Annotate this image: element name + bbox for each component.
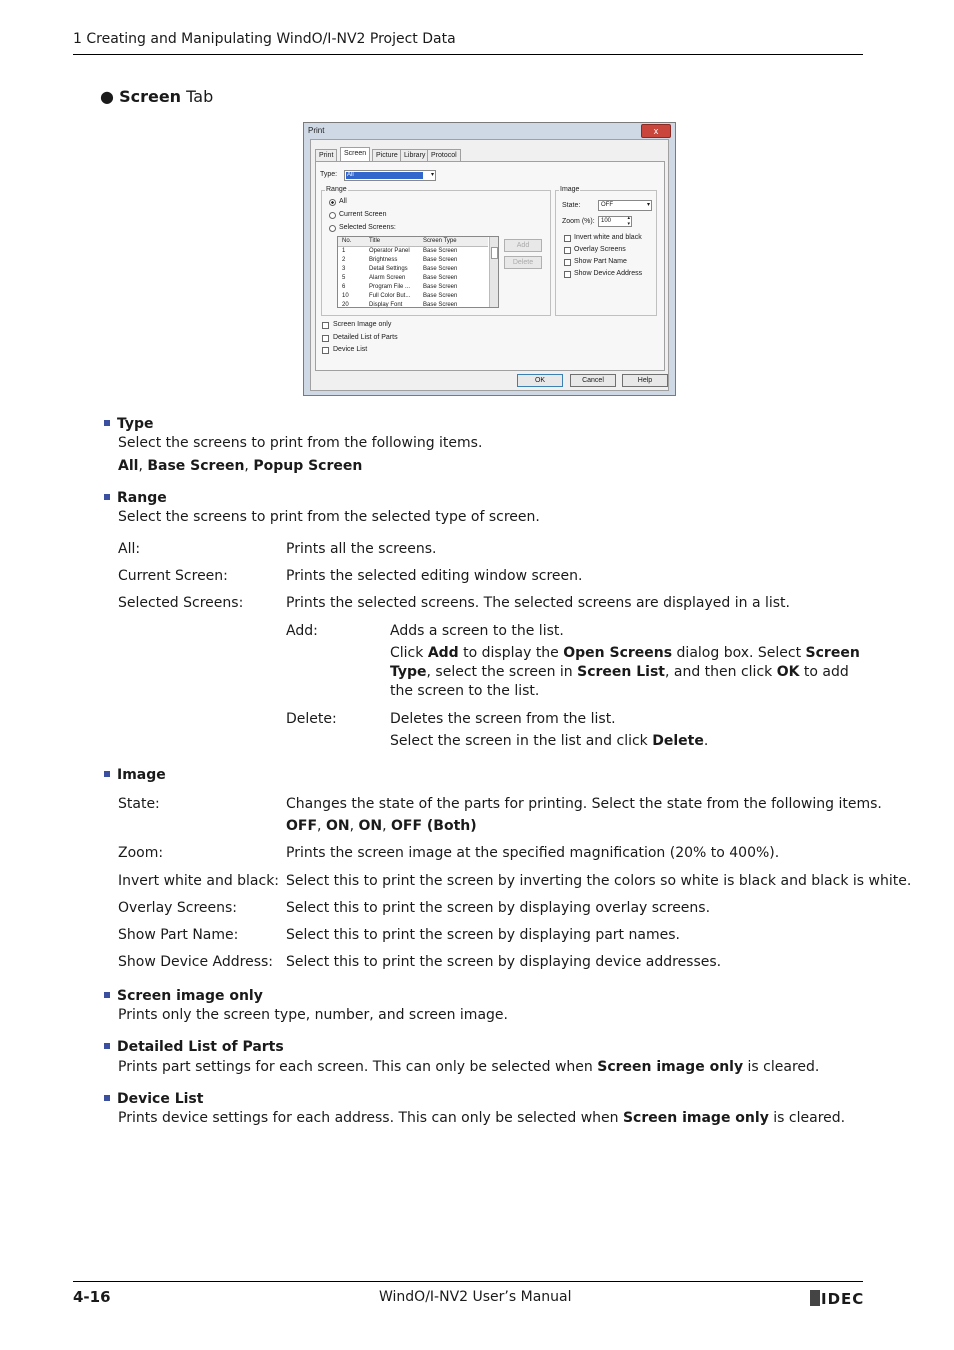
spinner-arrows-icon: ▴ ▾ [627,215,630,227]
list-item[interactable] [338,301,488,308]
tab-picture[interactable]: Picture [372,149,402,162]
list-item[interactable] [338,283,488,292]
idec-logo [810,1290,864,1308]
bold-term: All [118,458,139,474]
text-run: is cleared. [768,1110,846,1126]
delete-desc1: Deletes the screen from the list. [390,711,616,727]
range-current-label: Current Screen: [118,568,228,584]
state-label: State: [562,202,581,209]
range-current-desc: Prints the selected editing window screen. [286,568,583,584]
type-select[interactable] [344,170,436,181]
range-body: Select the screens to print from the selected type of screen. [118,509,540,525]
image-title [104,766,166,785]
dialog-body [310,139,669,391]
list-item[interactable] [338,274,488,283]
bold-term: ON [325,818,350,834]
type-title [104,415,154,434]
text-run: to add the screen to the list. [390,664,849,699]
print-dialog [303,122,676,396]
row-no: 20 [342,302,349,308]
type-title-text: Type [117,416,154,432]
row-screen-type: Base Screen [423,293,458,299]
bold-term: OFF (Both) [391,818,477,834]
text-run: Prints device settings for each address. This can only be selected when [118,1110,623,1126]
bold-term: Base Screen [147,458,245,474]
imgonly-body: Prints only the screen type, number, and screen image. [118,1007,508,1023]
text-run: , [138,458,148,474]
bold-term: Open Screens [563,645,673,661]
square-bullet-icon [104,1095,110,1101]
row-no: 3 [342,266,346,272]
overlay-desc: Select this to print the screen by displaying overlay screens. [286,900,711,916]
state-select[interactable] [598,200,652,211]
list-item[interactable] [338,256,488,265]
text-run: is cleared. [743,1059,820,1075]
help-button[interactable]: Help [622,374,668,387]
add-desc2 [390,644,862,701]
scroll-thumb[interactable] [491,247,498,259]
imgonly-label: Screen Image only [333,321,392,328]
zoom-value: 100 [601,218,612,224]
text-run: dialog box. Select [672,645,806,661]
detailed-body [118,1058,819,1077]
devlist-body [118,1109,845,1128]
invert-label-doc: Invert white and black: [118,873,280,889]
overlay-label: Overlay Screens [574,246,626,253]
text-run: , and then click [664,664,777,680]
list-item[interactable] [338,292,488,301]
radio-all-label: All [339,198,347,205]
add-label: Add: [286,623,318,639]
state-items [286,817,477,836]
close-icon[interactable]: x [641,124,671,138]
bold-term: Screen image only [597,1059,744,1075]
devlist-label: Device List [333,346,368,353]
state-desc: Changes the state of the parts for printing. Select the state from the following items. [286,796,882,812]
partname-label-doc: Show Part Name: [118,927,239,943]
tab-library[interactable]: Library [400,149,429,162]
header-rule [73,54,863,55]
row-no: 1 [342,248,346,254]
detailed-title-text: Detailed List of Parts [117,1039,284,1055]
bold-term: Screen Type [390,645,860,680]
zoom-label-doc: Zoom: [118,845,164,861]
zoom-label: Zoom (%): [562,218,595,225]
text-run: , select the screen in [426,664,578,680]
range-all-desc: Prints all the screens. [286,541,437,557]
footer-rule [73,1281,863,1282]
logo-mark-icon [810,1290,820,1306]
screen-tab-panel [315,161,665,371]
row-title: Program File ... [369,284,411,290]
text-run: Select the screen in the list and click [390,733,653,749]
list-item[interactable] [338,265,488,274]
add-desc1: Adds a screen to the list. [390,623,564,639]
devlist-checkbox[interactable] [322,347,329,354]
square-bullet-icon [104,992,110,998]
square-bullet-icon [104,494,110,500]
devaddr-label-doc: Show Device Address: [118,954,274,970]
bold-term: Popup Screen [253,458,363,474]
ok-button[interactable]: OK [517,374,563,387]
image-title-text: Image [117,767,166,783]
invert-checkbox[interactable] [564,235,571,242]
partname-desc: Select this to print the screen by displaying part names. [286,927,680,943]
devlist-title [104,1090,203,1109]
range-group-label: Range [326,186,347,193]
heading-bullet: ● [100,87,114,106]
col-screen-type: Screen Type [423,238,457,244]
state-value: OFF [601,202,613,208]
overlay-label-doc: Overlay Screens: [118,900,238,916]
row-screen-type: Base Screen [423,284,458,290]
zoom-desc: Prints the screen image at the specified magnification (20% to 400%). [286,845,780,861]
bold-term: Screen List [577,664,665,680]
heading-rest: Tab [181,87,214,106]
row-screen-type: Base Screen [423,302,458,308]
text-run: to display the [458,645,564,661]
radio-selected-label: Selected Screens: [339,224,396,231]
bold-term: ON [358,818,383,834]
cancel-button[interactable]: Cancel [570,374,616,387]
row-no: 6 [342,284,346,290]
row-screen-type: Base Screen [423,275,458,281]
range-selected-desc: Prints the selected screens. The selected screens are displayed in a list. [286,595,790,611]
type-value: All [346,172,423,179]
detailed-label: Detailed List of Parts [333,334,398,341]
radio-current-label: Current Screen [339,211,387,218]
text-run: , [244,458,254,474]
bold-term: OFF [286,818,318,834]
text-run: , [382,818,391,834]
row-no: 2 [342,257,346,263]
bold-term: Delete [652,733,704,749]
row-title: Alarm Screen [369,275,406,281]
partname-checkbox[interactable] [564,259,571,266]
chevron-down-icon: ▾ [430,172,434,178]
delete-label: Delete: [286,711,337,727]
bold-term: Add [427,645,459,661]
type-label: Type: [320,171,338,178]
page-number: 4-16 [73,1288,111,1306]
devaddr-desc: Select this to print the screen by displaying device addresses. [286,954,722,970]
row-title: Operator Panel [369,248,410,254]
image-group-label: Image [560,186,580,193]
text-run: . [703,733,709,749]
manual-title: WindO/I-NV2 User’s Manual [379,1289,572,1305]
text-run: , [349,818,359,834]
tab-screen[interactable]: Screen [340,147,370,162]
square-bullet-icon [104,771,110,777]
detailed-title [104,1038,284,1057]
chevron-down-icon: ▾ [646,202,650,208]
devaddr-checkbox[interactable] [564,271,571,278]
row-title: Full Color But... [369,293,411,299]
devaddr-label: Show Device Address [574,270,643,277]
row-screen-type: Base Screen [423,266,458,272]
section-heading [100,87,213,106]
row-screen-type: Base Screen [423,257,458,263]
delete-button[interactable]: Delete [504,256,542,269]
row-screen-type: Base Screen [423,248,458,254]
row-no: 10 [342,293,349,299]
row-title: Display Font [369,302,403,308]
row-title: Brightness [369,257,398,263]
range-selected-label: Selected Screens: [118,595,244,611]
imgonly-title-text: Screen image only [117,988,263,1004]
add-button[interactable]: Add [504,239,542,252]
row-no: 5 [342,275,346,281]
tab-protocol[interactable]: Protocol [427,149,461,162]
radio-current-screen[interactable] [329,212,336,219]
col-title: Title [369,238,381,244]
square-bullet-icon [104,1043,110,1049]
tab-print[interactable]: Print [315,149,337,162]
col-no: No. [342,238,352,244]
dialog-title: Print [308,126,325,135]
imgonly-title [104,987,263,1006]
radio-selected-screens[interactable] [329,225,336,232]
bold-term: OK [776,664,800,680]
list-scrollbar[interactable] [489,237,498,307]
devlist-title-text: Device List [117,1091,204,1107]
type-items [118,457,362,476]
row-title: Detail Settings [369,266,408,272]
imgonly-checkbox[interactable] [322,322,329,329]
logo-text: IDEC [821,1290,865,1308]
square-bullet-icon [104,420,110,426]
overlay-checkbox[interactable] [564,247,571,254]
zoom-spinner[interactable] [598,216,632,227]
text-run: Prints part settings for each screen. This can only be selected when [118,1059,598,1075]
text-run: , [317,818,326,834]
heading-bold: Screen [119,87,182,106]
partname-label: Show Part Name [574,258,627,265]
range-all-label: All: [118,541,141,557]
state-label-doc: State: [118,796,160,812]
list-header [338,237,488,247]
list-item[interactable] [338,247,488,256]
running-header: 1 Creating and Manipulating WindO/I-NV2 Project Data [73,31,456,47]
detailed-checkbox[interactable] [322,335,329,342]
range-title-text: Range [117,490,167,506]
invert-desc: Select this to print the screen by inverting the colors so white is black and black is white. [286,873,912,889]
bold-term: Screen image only [622,1110,769,1126]
delete-desc2 [390,732,862,751]
invert-label: Invert white and black [574,234,642,241]
text-run: Click [390,645,428,661]
range-title [104,489,167,508]
radio-all[interactable] [329,199,336,206]
type-body: Select the screens to print from the following items. [118,435,483,451]
screen-list[interactable] [337,236,499,308]
